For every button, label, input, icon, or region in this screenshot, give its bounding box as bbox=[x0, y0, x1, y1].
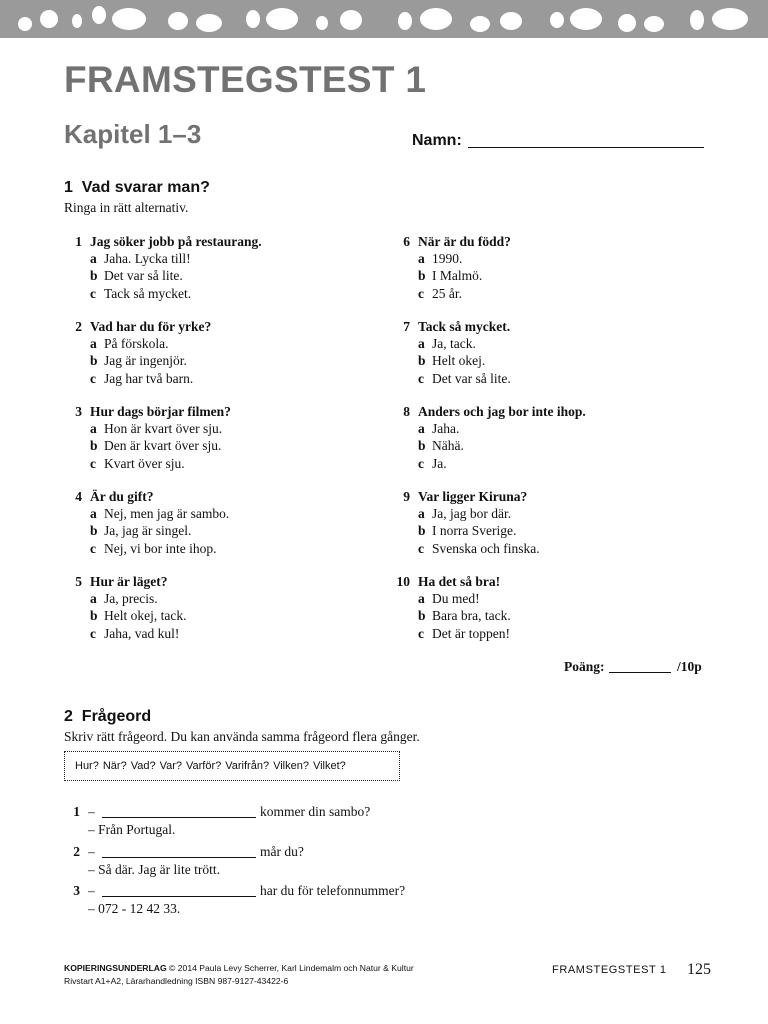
option-text: Nähä. bbox=[432, 438, 464, 454]
answer-option[interactable] bbox=[418, 267, 511, 284]
question-number: 10 bbox=[396, 574, 410, 589]
section-title: Vad svarar man? bbox=[81, 179, 210, 196]
option-text: Helt okej, tack. bbox=[104, 608, 187, 624]
decorative-dot bbox=[266, 8, 298, 30]
name-label: Namn: bbox=[412, 132, 462, 149]
option-text: 25 år. bbox=[432, 285, 462, 301]
answer-option[interactable] bbox=[418, 505, 527, 522]
answer-blank[interactable] bbox=[102, 896, 256, 897]
question-2 bbox=[75, 318, 212, 387]
section-number: 2 bbox=[64, 708, 73, 725]
question-prompt: Hur är läget? bbox=[90, 574, 168, 589]
option-text: Du med! bbox=[432, 591, 480, 607]
decorative-dot bbox=[618, 14, 636, 32]
decorative-dot bbox=[72, 14, 82, 28]
answer-option[interactable] bbox=[418, 522, 527, 539]
option-text: Jag har två barn. bbox=[104, 370, 194, 386]
answer-option[interactable] bbox=[90, 250, 262, 267]
answer-option[interactable] bbox=[418, 420, 586, 437]
answer-option[interactable] bbox=[90, 285, 262, 302]
question-prompt: När är du född? bbox=[418, 234, 511, 249]
word-bank-item: Vilken? bbox=[273, 760, 309, 772]
answer-blank[interactable] bbox=[102, 857, 256, 858]
question-prompt: Anders och jag bor inte ihop. bbox=[418, 404, 586, 419]
answer-option[interactable] bbox=[90, 267, 262, 284]
option-text: Jaha, vad kul! bbox=[104, 625, 180, 641]
answer-option[interactable] bbox=[418, 250, 511, 267]
option-letter: b bbox=[418, 608, 426, 624]
score-field[interactable] bbox=[609, 672, 671, 673]
book-info: Rivstart A1+A2, Lärarhandledning ISBN 987-9127-43422-6 bbox=[64, 975, 289, 986]
option-letter: b bbox=[90, 523, 98, 539]
score-label: Poäng: bbox=[564, 659, 605, 674]
question-prompt: Vad har du för yrke? bbox=[90, 319, 212, 334]
question-number: 7 bbox=[403, 319, 410, 334]
option-letter: c bbox=[90, 455, 96, 471]
fill-item-2 bbox=[64, 843, 724, 879]
section-title: Frågeord bbox=[81, 708, 152, 725]
option-letter: a bbox=[90, 591, 97, 607]
option-letter: a bbox=[90, 421, 97, 437]
option-text: Ja, jag bor där. bbox=[432, 506, 512, 522]
option-text: Det är toppen! bbox=[432, 625, 510, 641]
decorative-dot bbox=[92, 6, 106, 24]
word-bank-item: Varför? bbox=[185, 760, 222, 772]
decorative-dot bbox=[398, 12, 412, 30]
question-prompt: Hur dags börjar filmen? bbox=[90, 404, 231, 419]
decorative-dot bbox=[570, 8, 602, 30]
dialogue-dash: – bbox=[88, 883, 95, 898]
page-number: 125 bbox=[687, 961, 711, 978]
option-text: Svenska och finska. bbox=[432, 540, 540, 556]
decorative-dot bbox=[246, 10, 260, 28]
question-number: 1 bbox=[75, 234, 82, 249]
answer-option[interactable] bbox=[418, 455, 586, 472]
section-1-instruction: Ringa in rätt alternativ. bbox=[64, 200, 189, 215]
item-number: 3 bbox=[73, 883, 80, 898]
option-text: Det var så lite. bbox=[104, 268, 183, 284]
page-title: FRAMSTEGSTEST 1 bbox=[64, 59, 427, 100]
name-field[interactable] bbox=[468, 147, 704, 148]
decorative-dot bbox=[500, 12, 522, 30]
chapter-subtitle: Kapitel 1–3 bbox=[64, 119, 202, 149]
option-text: Jaha. bbox=[432, 421, 460, 437]
fill-item-3 bbox=[64, 882, 724, 918]
option-letter: b bbox=[90, 353, 98, 369]
word-bank-item: Vad? bbox=[130, 760, 156, 772]
option-letter: a bbox=[418, 336, 425, 352]
option-letter: a bbox=[418, 251, 425, 267]
option-letter: b bbox=[418, 353, 426, 369]
question-number: 8 bbox=[403, 404, 410, 419]
word-bank bbox=[64, 751, 400, 781]
option-text: Jaha. Lycka till! bbox=[104, 251, 191, 267]
option-text: Kvart över sju. bbox=[104, 455, 185, 471]
option-letter: b bbox=[418, 523, 426, 539]
decorative-dot bbox=[340, 10, 362, 30]
option-text: Hon är kvart över sju. bbox=[104, 421, 223, 437]
decorative-dot bbox=[40, 10, 58, 28]
reply-text: – 072 - 12 42 33. bbox=[88, 901, 181, 916]
item-number: 2 bbox=[73, 844, 80, 859]
answer-option[interactable] bbox=[90, 352, 211, 369]
option-letter: c bbox=[418, 370, 424, 386]
decorative-dot bbox=[712, 8, 748, 30]
option-text: Ja, tack. bbox=[432, 336, 476, 352]
option-text: Ja, precis. bbox=[104, 591, 158, 607]
option-text: Jag är ingenjör. bbox=[104, 353, 187, 369]
item-number: 1 bbox=[73, 804, 80, 819]
decorative-dot bbox=[196, 14, 222, 32]
question-3 bbox=[75, 403, 231, 472]
reply-text: – Från Portugal. bbox=[88, 822, 176, 837]
word-bank-item: Var? bbox=[159, 760, 182, 772]
answer-option[interactable] bbox=[418, 607, 511, 624]
option-letter: c bbox=[90, 370, 96, 386]
option-letter: c bbox=[418, 540, 424, 556]
option-letter: c bbox=[418, 625, 424, 641]
option-text: Nej, vi bor inte ihop. bbox=[104, 540, 217, 556]
question-prompt: Tack så mycket. bbox=[418, 319, 511, 334]
option-letter: c bbox=[418, 455, 424, 471]
option-letter: a bbox=[90, 251, 97, 267]
question-text: kommer din sambo? bbox=[260, 804, 371, 819]
footer-section-name: FRAMSTEGSTEST 1 bbox=[552, 964, 667, 976]
score-max: /10p bbox=[677, 659, 702, 674]
option-letter: a bbox=[418, 421, 425, 437]
answer-option[interactable] bbox=[418, 540, 540, 557]
answer-option[interactable] bbox=[90, 455, 231, 472]
question-number: 2 bbox=[75, 319, 82, 334]
answer-option[interactable] bbox=[90, 335, 211, 352]
question-number: 5 bbox=[75, 574, 82, 589]
section-2-heading bbox=[64, 707, 151, 727]
reply-text: – Så där. Jag är lite trött. bbox=[88, 862, 220, 877]
answer-option[interactable] bbox=[418, 335, 510, 352]
option-letter: b bbox=[90, 608, 98, 624]
section-1-heading bbox=[64, 178, 210, 198]
option-letter: c bbox=[90, 285, 96, 301]
question-7 bbox=[403, 318, 511, 387]
copy-label: KOPIERINGSUNDERLAG bbox=[64, 963, 167, 973]
decorative-dot bbox=[550, 12, 564, 28]
question-prompt: Var ligger Kiruna? bbox=[418, 489, 528, 504]
fill-item-1 bbox=[64, 803, 724, 839]
option-letter: c bbox=[90, 625, 96, 641]
question-number: 6 bbox=[403, 234, 410, 249]
answer-option[interactable] bbox=[418, 370, 510, 387]
answer-option[interactable] bbox=[90, 590, 168, 607]
answer-blank[interactable] bbox=[102, 817, 256, 818]
option-text: Ja, jag är singel. bbox=[104, 523, 192, 539]
decorative-dot bbox=[470, 16, 490, 32]
option-text: I norra Sverige. bbox=[432, 523, 517, 539]
dialogue-dash: – bbox=[88, 804, 95, 819]
answer-option[interactable] bbox=[90, 437, 231, 454]
answer-option[interactable] bbox=[418, 625, 510, 642]
question-8 bbox=[403, 403, 586, 472]
option-letter: b bbox=[418, 438, 426, 454]
answer-option[interactable] bbox=[90, 625, 180, 642]
question-number: 9 bbox=[403, 489, 410, 504]
option-letter: a bbox=[90, 506, 97, 522]
decorative-dot bbox=[644, 16, 664, 32]
answer-option[interactable] bbox=[90, 540, 217, 557]
dialogue-dash: – bbox=[88, 844, 95, 859]
question-10 bbox=[396, 573, 511, 642]
option-letter: b bbox=[90, 268, 98, 284]
option-letter: a bbox=[418, 506, 425, 522]
option-text: Helt okej. bbox=[432, 353, 486, 369]
question-5 bbox=[75, 573, 187, 642]
option-text: Ja. bbox=[432, 455, 447, 471]
option-text: Bara bra, tack. bbox=[432, 608, 511, 624]
option-letter: a bbox=[90, 336, 97, 352]
option-letter: c bbox=[418, 285, 424, 301]
option-text: Den är kvart över sju. bbox=[104, 438, 222, 454]
option-letter: b bbox=[90, 438, 98, 454]
word-bank-item: Hur? bbox=[75, 760, 99, 772]
question-prompt: Ha det så bra! bbox=[418, 574, 501, 589]
answer-option[interactable] bbox=[90, 370, 211, 387]
answer-option[interactable] bbox=[90, 420, 231, 437]
option-letter: b bbox=[418, 268, 426, 284]
decorative-dot bbox=[168, 12, 188, 30]
question-number: 4 bbox=[75, 489, 82, 504]
question-prompt: Är du gift? bbox=[90, 489, 154, 504]
option-text: Det var så lite. bbox=[432, 370, 511, 386]
word-bank-item: Vilket? bbox=[312, 760, 346, 772]
question-6 bbox=[403, 233, 511, 302]
option-text: Nej, men jag är sambo. bbox=[104, 506, 230, 522]
option-text: 1990. bbox=[432, 251, 463, 267]
decorative-dot bbox=[316, 16, 328, 30]
copyright-text: © 2014 Paula Levy Scherrer, Karl Lindemalm och Natur & Kultur bbox=[169, 963, 414, 973]
section-2-instruction: Skriv rätt frågeord. Du kan använda samma frågeord flera gånger. bbox=[64, 729, 420, 744]
word-bank-item: När? bbox=[102, 760, 127, 772]
section-number: 1 bbox=[64, 179, 73, 196]
answer-option[interactable] bbox=[90, 607, 187, 624]
question-text: har du för telefonnummer? bbox=[260, 883, 406, 898]
option-text: På förskola. bbox=[104, 336, 169, 352]
answer-option[interactable] bbox=[418, 437, 586, 454]
decorative-dot bbox=[18, 17, 32, 31]
decorative-dot bbox=[112, 8, 146, 30]
question-9 bbox=[403, 488, 540, 557]
answer-option[interactable] bbox=[418, 590, 500, 607]
decorative-header-band bbox=[0, 0, 768, 38]
question-4 bbox=[75, 488, 230, 557]
question-1 bbox=[75, 233, 262, 302]
option-text: I Malmö. bbox=[432, 268, 483, 284]
answer-option[interactable] bbox=[90, 505, 230, 522]
decorative-dot bbox=[420, 8, 452, 30]
word-bank-item: Varifrån? bbox=[225, 760, 270, 772]
answer-option[interactable] bbox=[418, 285, 511, 302]
question-prompt: Jag söker jobb på restaurang. bbox=[90, 234, 262, 249]
footer-credits bbox=[64, 962, 414, 987]
answer-option[interactable] bbox=[418, 352, 510, 369]
option-letter: c bbox=[90, 540, 96, 556]
answer-option[interactable] bbox=[90, 522, 192, 539]
option-letter: a bbox=[418, 591, 425, 607]
question-number: 3 bbox=[75, 404, 82, 419]
decorative-dot bbox=[690, 10, 704, 30]
option-text: Tack så mycket. bbox=[104, 285, 192, 301]
question-text: mår du? bbox=[260, 844, 304, 859]
